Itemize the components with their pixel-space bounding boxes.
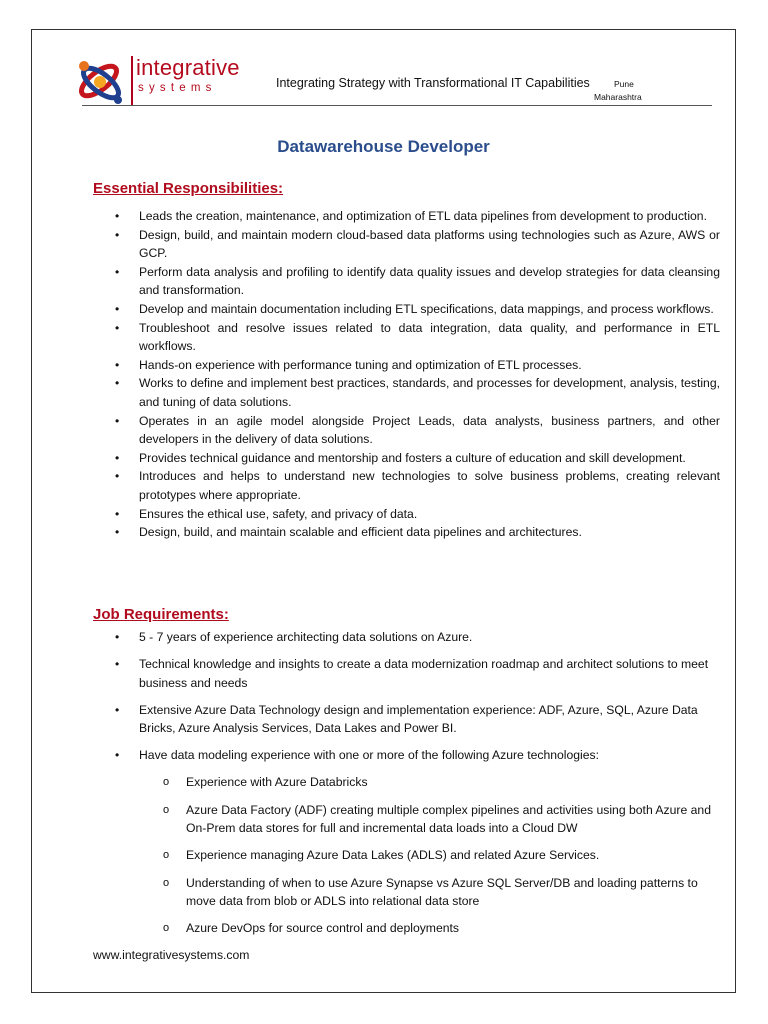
list-item: o Azure Data Factory (ADF) creating multiple complex pipelines and activities using both Azure and On-Prem data stores for full and incremental data loads into a Cloud DW [163, 802, 711, 835]
list-item: • Technical knowledge and insights to create a data modernization roadmap and architect solutions to meet business and needs [115, 657, 709, 690]
requirements-list [93, 628, 720, 774]
logo-subtitle: systems [138, 82, 217, 94]
list-item: o Azure DevOps for source control and deployments [163, 921, 459, 936]
list-item: • Design, build, and maintain scalable and efficient data pipelines and architectures. [93, 523, 720, 542]
list-item: • Works to define and implement best practices, standards, and processes for development, analysis, testing, and tuning of data solutions. [115, 376, 720, 409]
hollow-bullet-icon: o [163, 776, 170, 788]
hollow-bullet-icon: o [163, 922, 170, 935]
logo-divider [131, 56, 133, 106]
bullet-icon: • [115, 702, 120, 717]
bullet-icon: • [115, 413, 120, 428]
list-item: • Troubleshoot and resolve issues related to data integration, data quality, and performance in ETL workflows. [115, 320, 720, 354]
requirements-heading: Job Requirements: [93, 606, 229, 623]
list-item: • 5 - 7 years of experience architecting data solutions on Azure. [93, 628, 720, 647]
integrative-logo-icon [74, 57, 128, 109]
location-city: Pune [614, 79, 634, 89]
bullet-icon: • [115, 657, 120, 672]
bullet-icon: • [115, 525, 120, 540]
list-item: • Ensures the ethical use, safety, and privacy of data. [93, 505, 720, 524]
location-state: Maharashtra [594, 92, 642, 102]
bullet-icon: • [115, 450, 120, 465]
document-page [31, 29, 736, 993]
bullet-icon: • [115, 376, 120, 391]
responsibilities-list [93, 207, 720, 542]
company-tagline: Integrating Strategy with Transformational IT Capabilities [276, 76, 590, 90]
list-item: • Provides technical guidance and mentorship and fosters a culture of education and skill development. [93, 449, 720, 468]
list-item: • Design, build, and maintain modern cloud-based data platforms using technologies such as Azure, AWS or GCP. [115, 227, 720, 261]
responsibilities-heading: Essential Responsibilities: [93, 180, 284, 197]
bullet-icon: • [115, 227, 120, 242]
hollow-bullet-icon: o [163, 876, 170, 889]
list-item: • Perform data analysis and profiling to identify data quality issues and develop strategies for data cleansing and transformation. [115, 264, 720, 298]
logo-wordmark: integrative [136, 55, 240, 80]
list-item: • Introduces and helps to understand new technologies to solve business problems, creating relevant prototypes where appropriate. [115, 469, 720, 502]
list-item: • Operates in an agile model alongside Project Leads, data analysts, business partners, and other developers in the delivery of data solutions. [115, 413, 720, 447]
header-divider [82, 105, 712, 106]
footer-website-link[interactable]: www.integrativesystems.com [93, 948, 250, 962]
page-title: Datawarehouse Developer [277, 137, 490, 156]
list-item: • Leads the creation, maintenance, and optimization of ETL data pipelines from development to production. [93, 207, 720, 226]
bullet-icon: • [115, 320, 120, 335]
list-item: • Have data modeling experience with one or more of the following Azure technologies: [93, 746, 720, 765]
letterhead [32, 30, 735, 110]
list-item: • Develop and maintain documentation including ETL specifications, data mappings, and process workflows. [93, 300, 720, 319]
hollow-bullet-icon: o [163, 849, 170, 862]
hollow-bullet-icon: o [163, 803, 170, 816]
list-item: o Understanding of when to use Azure Synapse vs Azure SQL Server/DB and loading patterns to move data from blob or ADLS into relational data store [163, 875, 698, 908]
bullet-icon: • [115, 506, 120, 521]
bullet-icon: • [115, 469, 120, 484]
bullet-icon: • [115, 630, 120, 644]
bullet-icon: • [115, 264, 120, 279]
list-item: • Extensive Azure Data Technology design and implementation experience: ADF, Azure, SQL, Azure Data Bricks, Azure Analysis Services, Data Lakes and Power BI. [115, 702, 698, 736]
bullet-icon: • [115, 748, 120, 763]
bullet-icon: • [115, 301, 120, 316]
list-item: o Experience with Azure Databricks [163, 775, 368, 789]
bullet-icon: • [115, 357, 120, 372]
bullet-icon: • [115, 209, 120, 223]
list-item: o Experience managing Azure Data Lakes (ADLS) and related Azure Services. [163, 848, 600, 863]
azure-technologies-sublist [93, 773, 720, 947]
list-item: • Hands-on experience with performance tuning and optimization of ETL processes. [93, 356, 720, 375]
